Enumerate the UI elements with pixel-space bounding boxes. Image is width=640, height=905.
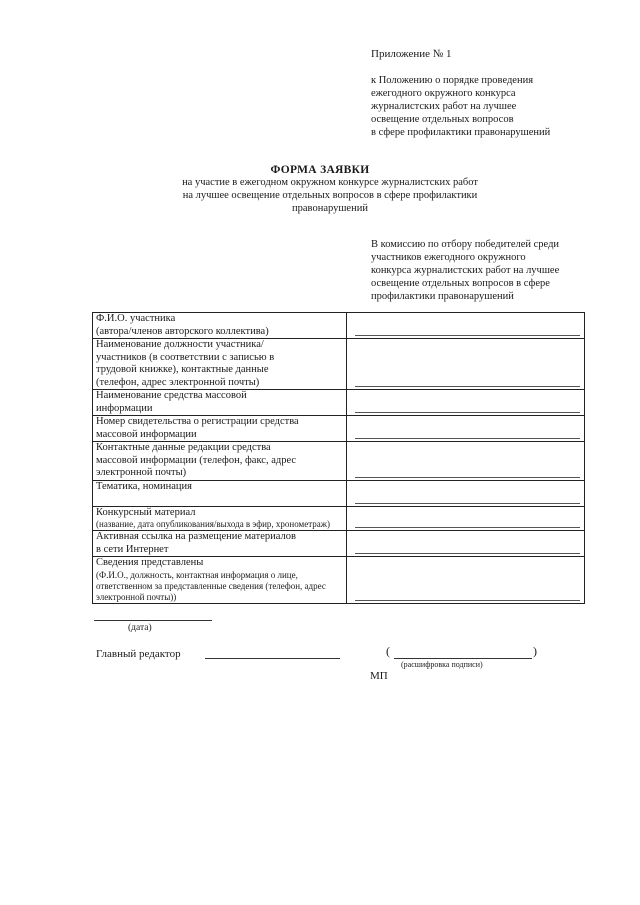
field-label-submitted-by [93, 557, 347, 604]
addressee-line: участников ежегодного окружного [371, 252, 526, 263]
form-title: ФОРМА ЗАЯВКИ [270, 164, 370, 176]
table-row [93, 480, 585, 506]
label-line: Конкурсный материал [96, 506, 196, 518]
field-label-position-contacts [93, 339, 347, 390]
addressee-line: В комиссию по отбору победителей среди [371, 239, 560, 250]
fill-line [355, 477, 580, 478]
application-form-table [92, 312, 585, 604]
addressee-line: профилактики правонарушений [371, 291, 514, 302]
label-line: массовой информации [96, 428, 197, 440]
table-row [93, 531, 585, 557]
field-value-participant-name[interactable] [346, 313, 584, 339]
addressee-line: освещение отдельных вопросов в сфере [371, 278, 550, 289]
field-label-media-name [93, 390, 347, 416]
label-line: Активная ссылка на размещение материалов [96, 531, 296, 542]
label-line: Номер свидетельства о регистрации средства [96, 416, 299, 427]
label-line: в сети Интернет [96, 543, 169, 555]
fill-line [355, 600, 580, 601]
paren-close: ) [533, 644, 537, 658]
fill-line [355, 412, 580, 413]
label-note: (название, дата опубликования/выхода в эфир, хронометраж) [96, 519, 330, 529]
table-row [93, 416, 585, 442]
field-label-topic [93, 480, 347, 506]
label-line: электронной почты) [96, 467, 187, 478]
field-label-editorial-contacts [93, 442, 347, 481]
field-value-topic[interactable] [346, 480, 584, 506]
fill-line [355, 503, 580, 504]
label-line: Ф.И.О. участника [96, 313, 176, 324]
appendix-line: ежегодного окружного конкурса [371, 88, 516, 99]
label-line: (автора/членов авторского коллектива) [96, 325, 269, 337]
label-line: Наименование должности участника/ [96, 339, 264, 350]
appendix-reference [371, 74, 601, 139]
fill-line [355, 386, 580, 387]
subtitle-line: на лучшее освещение отдельных вопросов в сфере профилактики [182, 190, 478, 201]
field-value-position-contacts[interactable] [346, 339, 584, 390]
appendix-line: журналистских работ на лучшее [371, 101, 517, 112]
field-value-media-name[interactable] [346, 390, 584, 416]
appendix-title: Приложение № 1 [371, 48, 452, 60]
signature-decode-label: (расшифровка подписи) [401, 660, 483, 669]
fill-line [355, 335, 580, 336]
field-value-registration-number[interactable] [346, 416, 584, 442]
appendix-line: освещение отдельных вопросов [371, 114, 514, 125]
seal-label: МП [370, 670, 388, 682]
label-line: Наименование средства массовой [96, 390, 247, 401]
paren-open: ( [386, 644, 390, 658]
appendix-line: в сфере профилактики правонарушений [371, 127, 551, 138]
table-row [93, 313, 585, 339]
table-row [93, 557, 585, 604]
label-line: массовой информации (телефон, факс, адрес [96, 454, 297, 466]
fill-line [355, 438, 580, 439]
label-line: участников (в соответствии с записью в [96, 351, 275, 363]
editor-signature-line[interactable] [205, 658, 340, 659]
subtitle-line: правонарушений [292, 203, 368, 214]
table-row [93, 442, 585, 481]
label-line: Тематика, номинация [96, 480, 192, 492]
editor-label: Главный редактор [96, 648, 181, 660]
table-row [93, 339, 585, 390]
appendix-line: к Положению о порядке проведения [371, 75, 534, 86]
field-value-internet-link[interactable] [346, 531, 584, 557]
label-line: (телефон, адрес электронной почты) [96, 376, 260, 388]
label-line: трудовой книжке), контактные данные [96, 364, 269, 375]
form-subtitle [150, 176, 510, 215]
fill-line [355, 527, 580, 528]
date-fill-line[interactable] [94, 620, 212, 621]
addressee-line: конкурса журналистских работ на лучшее [371, 265, 560, 276]
field-label-internet-link [93, 531, 347, 557]
field-value-editorial-contacts[interactable] [346, 442, 584, 481]
label-line: Контактные данные редакции средства [96, 442, 271, 453]
label-line: информации [96, 402, 153, 414]
field-value-competition-material[interactable] [346, 506, 584, 531]
subtitle-line: на участие в ежегодном окружном конкурсе журналистских работ [182, 177, 478, 188]
table-row [93, 390, 585, 416]
fill-line [355, 553, 580, 554]
label-note: (Ф.И.О., должность, контактная информация о лице, ответственном за представленные сведения (телефон, адрес электронной почты)) [96, 569, 326, 602]
addressee-block [371, 238, 611, 303]
date-label: (дата) [128, 623, 152, 633]
field-label-registration-number [93, 416, 347, 442]
field-value-submitted-by[interactable] [346, 557, 584, 604]
field-label-participant-name [93, 313, 347, 339]
field-label-competition-material [93, 506, 347, 531]
label-line: Сведения представлены [96, 557, 204, 568]
signature-decode-line[interactable] [394, 658, 532, 659]
table-row [93, 506, 585, 531]
